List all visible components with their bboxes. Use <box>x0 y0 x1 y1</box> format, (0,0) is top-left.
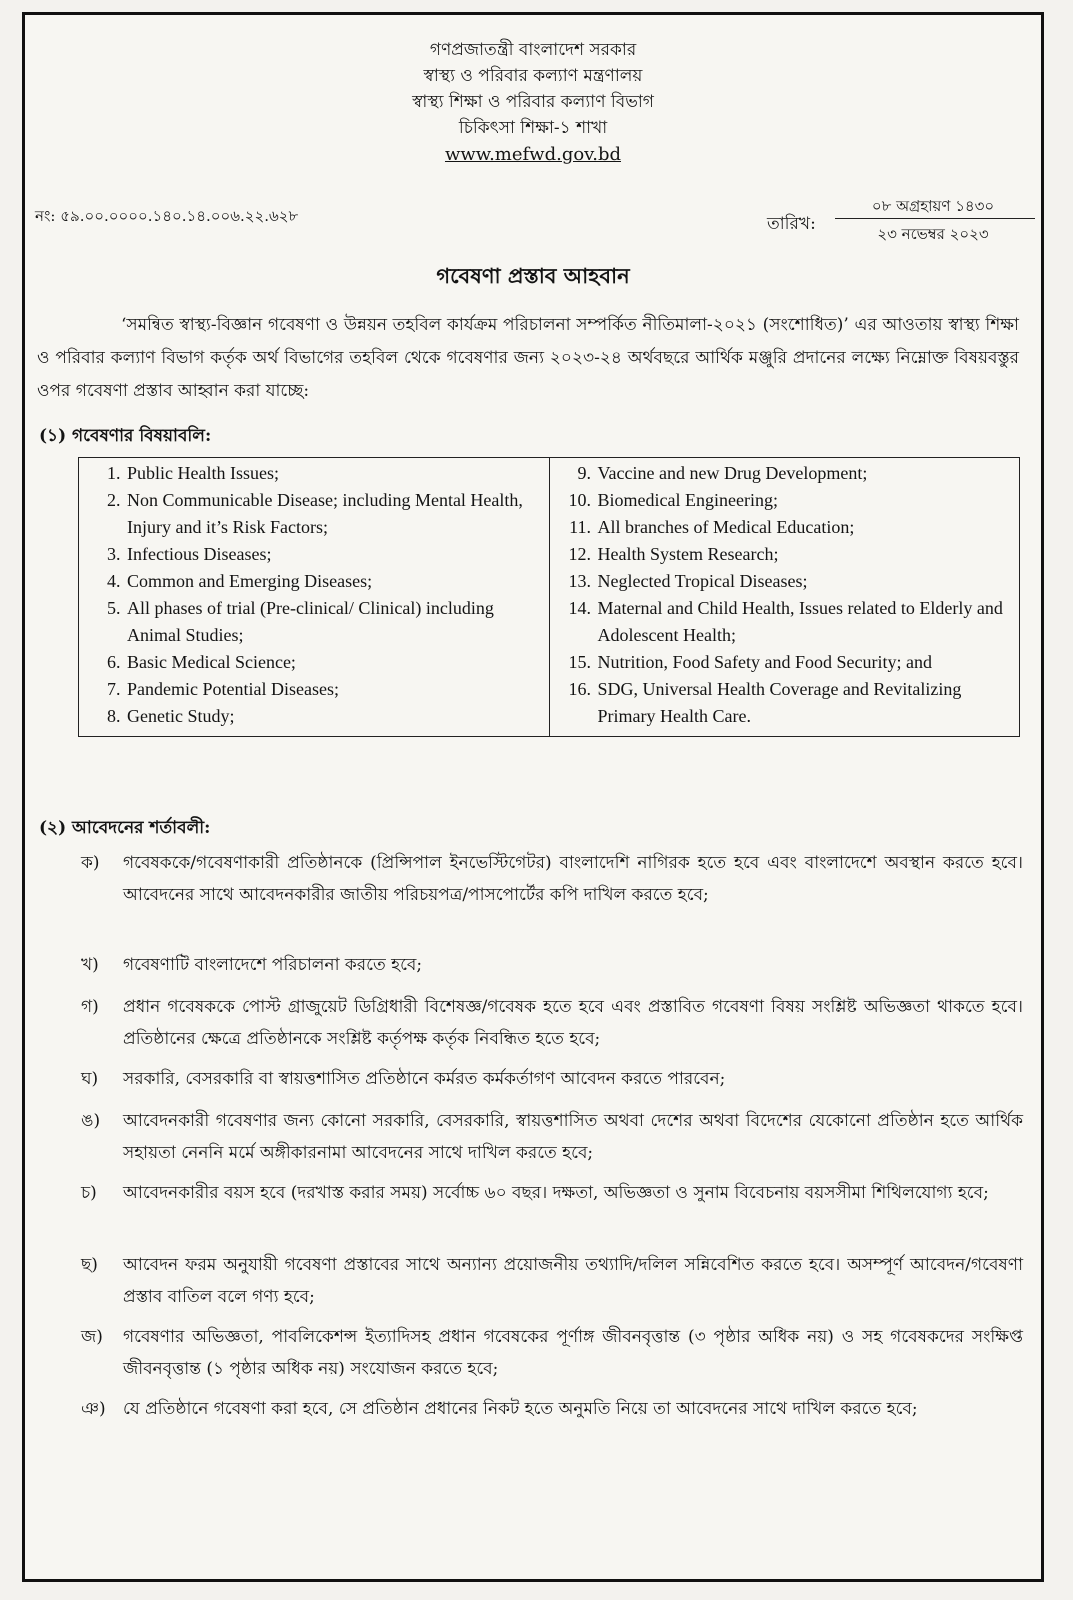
date-divider <box>835 218 1035 219</box>
topic-item: 7. Pandemic Potential Diseases; <box>125 676 543 703</box>
topic-item: 8. Genetic Study; <box>125 703 543 730</box>
ministry-name: স্বাস্থ্য ও পরিবার কল্যাণ মন্ত্রণালয় <box>423 66 643 86</box>
condition-text: আবেদনকারীর বয়স হবে (দরখাস্ত করার সময়) সর্বোচ্চ ৬০ বছর। দক্ষতা, অভিজ্ঞতা ও সুনাম বিবেচনায় বয়সসীমা শিথিলযোগ্য হবে; <box>123 1183 989 1203</box>
topic-item: 9. Vaccine and new Drug Development; <box>596 460 1014 487</box>
condition-text: গবেষণার অভিজ্ঞতা, পাবলিকেশন্স ইত্যাদিসহ প্রধান গবেষকের পূর্ণাঙ্গ জীবনবৃত্তান্ত (৩ পৃষ্ঠার অধিক নয়) ও সহ গবেষকদের সংক্ষিপ্ত জীবনবৃত্তান্ত (১ পৃষ্ঠার অধিক নয়) সংযোজন করতে হবে; <box>123 1327 1023 1379</box>
research-topics-table <box>78 457 1020 737</box>
condition-label: ঞ) <box>81 1399 106 1419</box>
topic-item: 5. All phases of trial (Pre-clinical/ Clinical) including Animal Studies; <box>125 595 543 649</box>
topic-item: 6. Basic Medical Science; <box>125 649 543 676</box>
section1-heading: (১) গবেষণার বিষয়াবলি: <box>39 426 212 446</box>
topic-item: 10. Biomedical Engineering; <box>596 487 1014 514</box>
topic-item: 11. All branches of Medical Education; <box>596 514 1014 541</box>
condition-label: চ) <box>81 1183 97 1203</box>
topic-item: 13. Neglected Tropical Diseases; <box>596 568 1014 595</box>
website-link[interactable]: www.mefwd.gov.bd <box>444 144 621 165</box>
section2-heading: (২) আবেদনের শর্তাবলী: <box>39 818 211 838</box>
topic-item: 15. Nutrition, Food Safety and Food Security; and <box>596 649 1014 676</box>
condition-text: গবেষককে/গবেষণাকারী প্রতিষ্ঠানকে (প্রিন্সিপাল ইনভেস্টিগেটর) বাংলাদেশি নাগিরক হতে হবে এবং বাংলাদেশে অবস্থান করতে হবে। আবেদনের সাথে আবেদনকারীর জাতীয় পরিচয়পত্র/পাসপোর্টের কপি দাখিল করতে হবে; <box>123 853 1023 905</box>
condition-text: যে প্রতিষ্ঠানে গবেষণা করা হবে, সে প্রতিষ্ঠান প্রধানের নিকট হতে অনুমতি নিয়ে তা আবেদনের সাথে দাখিল করতে হবে; <box>123 1399 918 1419</box>
topics-left-column <box>79 458 550 737</box>
govt-header: গণপ্রজাতন্ত্রী বাংলাদেশ সরকার <box>429 40 637 60</box>
topic-item: 16. SDG, Universal Health Coverage and Revitalizing Primary Health Care. <box>596 676 1014 730</box>
branch-name: চিকিৎসা শিক্ষা-১ শাখা <box>458 118 608 138</box>
condition-text: প্রধান গবেষককে পোস্ট গ্রাজুয়েট ডিগ্রিধারী বিশেষজ্ঞ/গবেষক হতে হবে এবং প্রস্তাবিত গবেষণা বিষয় সংশ্লিষ্ট অভিজ্ঞতা থাকতে হবে। প্রতিষ্ঠানের ক্ষেত্রে প্রতিষ্ঠানকে সংশ্লিষ্ট কর্তৃপক্ষ কর্তৃক নিবন্ধিত হতে হবে; <box>123 997 1023 1049</box>
topics-list-left <box>85 460 543 730</box>
topics-list-right <box>556 460 1014 730</box>
condition-item <box>81 847 1023 911</box>
condition-label: ঙ) <box>81 1111 101 1131</box>
condition-label: ক) <box>81 853 100 873</box>
condition-text: আবেদন ফরম অনুযায়ী গবেষণা প্রস্তাবের সাথে অন্যান্য প্রয়োজনীয় তথ্যাদি/দলিল সন্নিবেশিত করতে হবে। অসম্পূর্ণ আবেদন/গবেষণা প্রস্তাব বাতিল বলে গণ্য হবে; <box>123 1255 1023 1307</box>
topic-item: 12. Health System Research; <box>596 541 1014 568</box>
date-label: তারিখ: <box>767 214 816 234</box>
condition-label: খ) <box>81 955 99 975</box>
document-page <box>22 12 1044 1582</box>
topic-item: 14. Maternal and Child Health, Issues related to Elderly and Adolescent Health; <box>596 595 1014 649</box>
condition-item <box>81 1177 1023 1209</box>
condition-label: গ) <box>81 997 99 1017</box>
intro-paragraph: ‘সমন্বিত স্বাস্থ্য-বিজ্ঞান গবেষণা ও উন্নয়ন তহবিল কার্যক্রম পরিচালনা সম্পর্কিত নীতিমালা-২০২১ (সংশোধিত)’ এর আওতায় স্বাস্থ্য শিক্ষা ও পরিবার কল্যাণ বিভাগ কর্তৃক অর্থ বিভাগের তহবিল থেকে গবেষণার জন্য ২০২৩-২৪ অর্থবছরে আর্থিক মঞ্জুরি প্রদানের লক্ষ্যে নিম্নোক্ত বিষয়বস্তুর ওপর গবেষণা প্রস্তাব আহ্বান করা যাচ্ছে: <box>37 315 1019 401</box>
condition-item <box>81 1063 1023 1095</box>
condition-item <box>81 949 1023 981</box>
condition-item <box>81 1321 1023 1385</box>
topic-item: 3. Infectious Diseases; <box>125 541 543 568</box>
division-name: স্বাস্থ্য শিক্ষা ও পরিবার কল্যাণ বিভাগ <box>412 92 654 112</box>
topics-right-column <box>549 458 1020 737</box>
condition-item <box>81 1105 1023 1169</box>
condition-text: সরকারি, বেসরকারি বা স্বায়ত্তশাসিত প্রতিষ্ঠানে কর্মরত কর্মকর্তাগণ আবেদন করতে পারবেন; <box>123 1069 726 1089</box>
memo-number: নং: ৫৯.০০.০০০০.১৪০.১৪.০০৬.২২.৬২৮ <box>35 207 299 225</box>
condition-label: ছ) <box>81 1255 98 1275</box>
topic-item: 4. Common and Emerging Diseases; <box>125 568 543 595</box>
date-bangla: ০৮ অগ্রহায়ণ ১৪৩০ <box>871 197 995 215</box>
notice-title: গবেষণা প্রস্তাব আহবান <box>436 263 630 288</box>
condition-item <box>81 1393 1023 1425</box>
condition-text: আবেদনকারী গবেষণার জন্য কোনো সরকারি, বেসরকারি, স্বায়ত্তশাসিত অথবা দেশের অথবা বিদেশের যেকোনো প্রতিষ্ঠান হতে আর্থিক সহায়তা নেননি মর্মে অঙ্গীকারনামা আবেদনের সাথে দাখিল করতে হবে; <box>123 1111 1023 1163</box>
topic-item: 2. Non Communicable Disease; including Mental Health, Injury and it’s Risk Factors; <box>125 487 543 541</box>
date-english: ২৩ নভেম্বর ২০২৩ <box>877 225 989 243</box>
topic-item: 1. Public Health Issues; <box>125 460 543 487</box>
condition-label: জ) <box>81 1327 103 1347</box>
condition-item <box>81 1249 1023 1313</box>
condition-label: ঘ) <box>81 1069 99 1089</box>
condition-item <box>81 991 1023 1055</box>
condition-text: গবেষণাটি বাংলাদেশে পরিচালনা করতে হবে; <box>123 955 423 975</box>
